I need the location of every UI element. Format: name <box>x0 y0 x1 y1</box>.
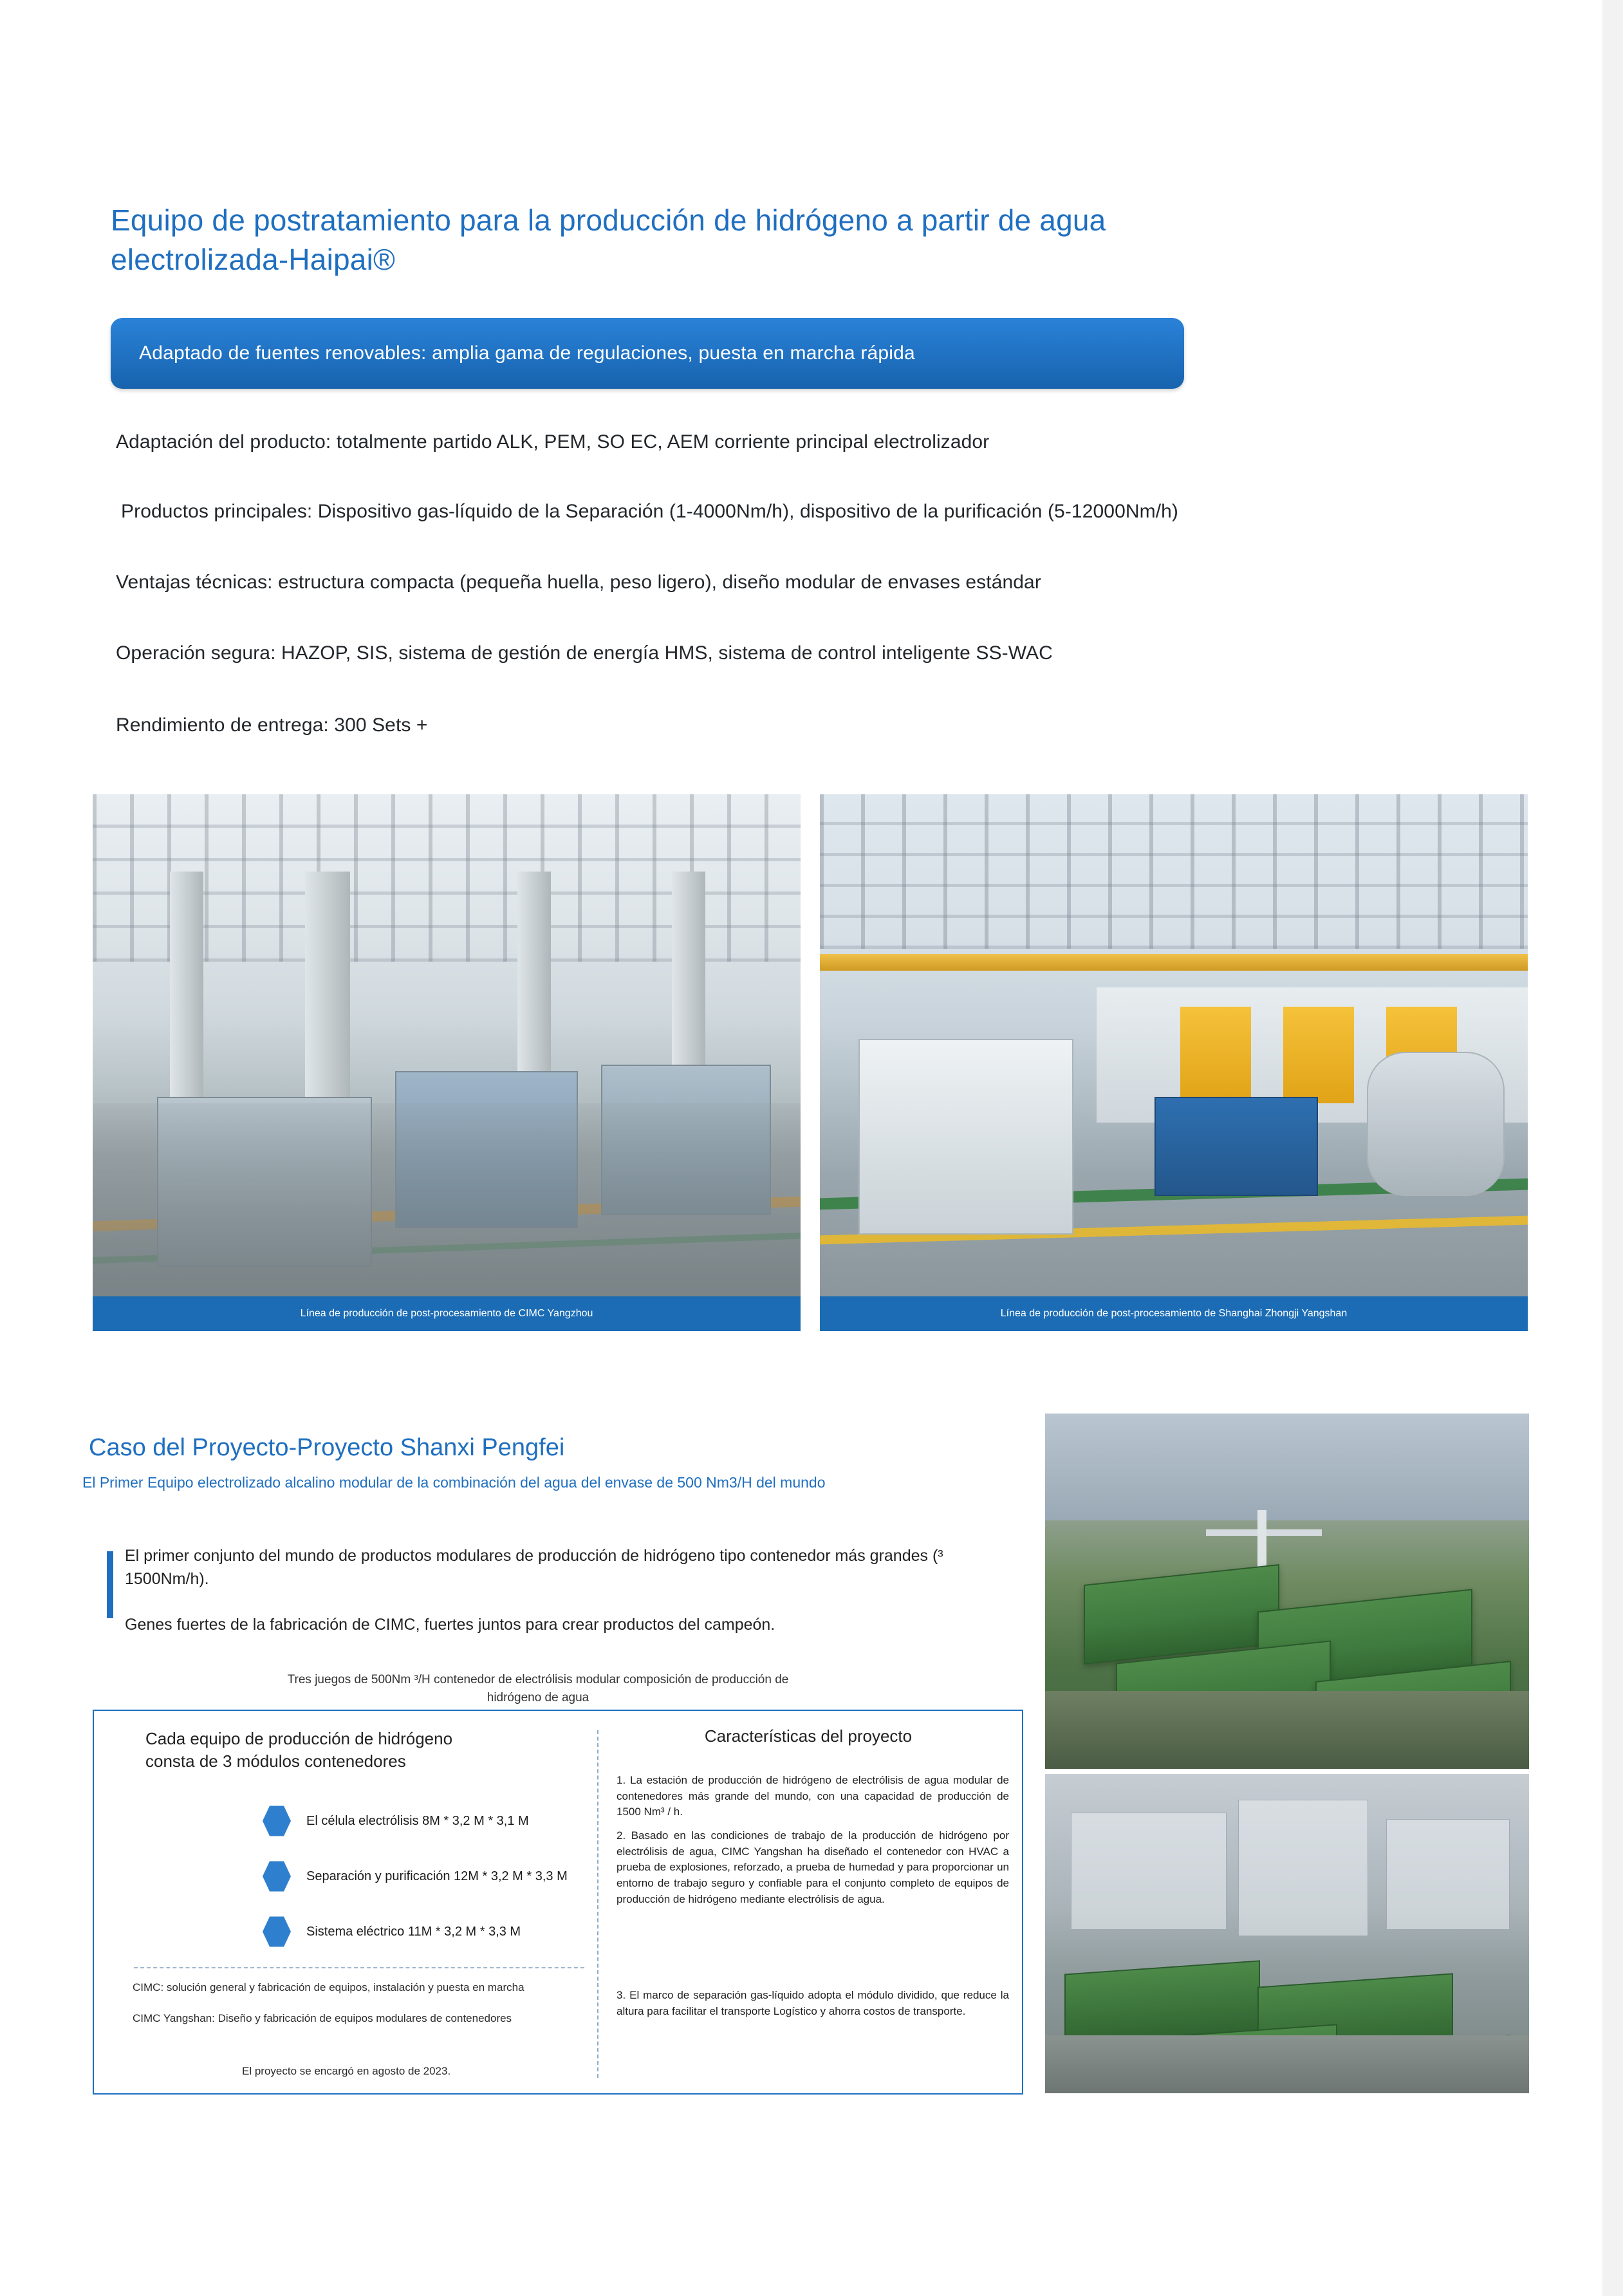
green-container-units-illustration <box>1045 1414 1529 1769</box>
feature-item-ventajas: Ventajas técnicas: estructura compacta (pequeña huella, peso ligero), diseño modular de envases estándar <box>116 572 1041 593</box>
factory-photo-yangzhou <box>93 794 801 1296</box>
feature-item-operacion: Operación segura: HAZOP, SIS, sistema de gestión de energía HMS, sistema de control inteligente SS-WAC <box>116 642 1053 664</box>
case-section-title: Caso del Proyecto-Proyecto Shanxi Pengfei <box>89 1434 565 1461</box>
factory-photo-yangshan <box>820 794 1528 1296</box>
banner-text: Adaptado de fuentes renovables: amplia gama de regulaciones, puesta en marcha rápida <box>139 342 915 364</box>
module-row-purification <box>263 1860 568 1892</box>
hexagon-bullet-icon <box>263 1860 291 1892</box>
note-commissioning-date: El proyecto se encargó en agosto de 2023. <box>242 2065 451 2077</box>
hexagon-bullet-icon <box>263 1916 291 1948</box>
photo-caption-yangshan: Línea de producción de post-procesamiento de Shanghai Zhongji Yangshan <box>820 1296 1528 1331</box>
note-yangshan-scope: CIMC Yangshan: Diseño y fabricación de equipos modulares de contenedores <box>133 2012 512 2024</box>
project-info-box <box>93 1710 1023 2095</box>
modular-composition-caption: Tres juegos de 500Nm ³/H contenedor de electrólisis modular composición de producción de hidrógeno de agua <box>287 1673 789 1704</box>
photo-card-yangshan <box>820 794 1528 1331</box>
project-feature-3: 3. El marco de separación gas-líquido adopta el módulo dividido, que reduce la altura para facilitar el transporte Logístico y ahorra costos de transporte. <box>617 1989 1009 2017</box>
project-features-heading: Características del proyecto <box>704 1726 913 1746</box>
photo-card-yangzhou <box>93 794 801 1331</box>
project-feature-1: 1. La estación de producción de hidrógeno de electrólisis de agua modular de contenedores más grande del mundo, con una capacidad de producción de 1500 Nm³ / h. <box>617 1774 1009 1818</box>
module-label-electrical: Sistema eléctrico 11M * 3,2 M * 3,3 M <box>306 1924 521 1939</box>
page-title: Equipo de postratamiento para la producción de hidrógeno a partir de agua electrolizada-Haipai® <box>111 203 1106 276</box>
module-label-purification: Separación y purificación 12M * 3,2 M * 3,3 M <box>306 1869 568 1883</box>
project-photo-containers-aerial <box>1045 1414 1529 1769</box>
factory-interior-illustration <box>93 794 801 1296</box>
photo-gallery <box>93 794 1528 1331</box>
module-row-electrolysis <box>263 1805 529 1837</box>
module-label-electrolysis: El célula electrólisis 8M * 3,2 M * 3,1 M <box>306 1813 529 1828</box>
page-right-margin <box>1602 0 1623 2296</box>
case-section-subtitle: El Primer Equipo electrolizado alcalino modular de la combinación del agua del envase de 500 Nm3/H del mundo <box>82 1474 826 1491</box>
feature-item-rendimiento: Rendimiento de entrega: 300 Sets + <box>116 714 428 736</box>
note-cimc-scope: CIMC: solución general y fabricación de equipos, instalación y puesta en marcha <box>133 1981 524 1993</box>
plant-site-illustration <box>1045 1774 1529 2093</box>
dashed-divider <box>134 1967 584 1968</box>
modules-heading: Cada equipo de producción de hidrógeno consta de 3 módulos contenedores <box>145 1729 453 1771</box>
case-quote-second: Genes fuertes de la fabricación de CIMC, fuertes juntos para crear productos del campeón. <box>125 1616 775 1634</box>
hexagon-bullet-icon <box>263 1805 291 1837</box>
feature-item-productos: Productos principales: Dispositivo gas-líquido de la Separación (1-4000Nm/h), dispositivo de la purificación (5-12000Nm/h) <box>121 501 1179 522</box>
case-quote-first: El primer conjunto del mundo de productos modulares de producción de hidrógeno tipo contenedor más grandes (³ 1500Nm/h). <box>125 1547 943 1588</box>
feature-item-adaptacion: Adaptación del producto: totalmente partido ALK, PEM, SO EC, AEM corriente principal electrolizador <box>116 431 990 453</box>
factory-workshop-illustration <box>820 794 1528 1296</box>
project-feature-2: 2. Basado en las condiciones de trabajo de la producción de hidrógeno por electrólisis de agua, CIMC Yangshan ha diseñado el contenedor con HVAC a prueba de explosiones, reforzado, a prueba de humedad y para proporcionar un entorno de trabajo seguro y confiable para el conjunto completo de equipos de producción de hidrógeno mediante electrólisis de agua. <box>617 1829 1009 1905</box>
vertical-dashed-divider <box>597 1730 598 2078</box>
quote-accent-bar <box>107 1551 113 1618</box>
module-row-electrical <box>263 1916 521 1948</box>
photo-caption-yangzhou: Línea de producción de post-procesamiento de CIMC Yangzhou <box>93 1296 801 1331</box>
project-photo-plant-site <box>1045 1774 1529 2093</box>
highlight-banner <box>111 318 1184 389</box>
